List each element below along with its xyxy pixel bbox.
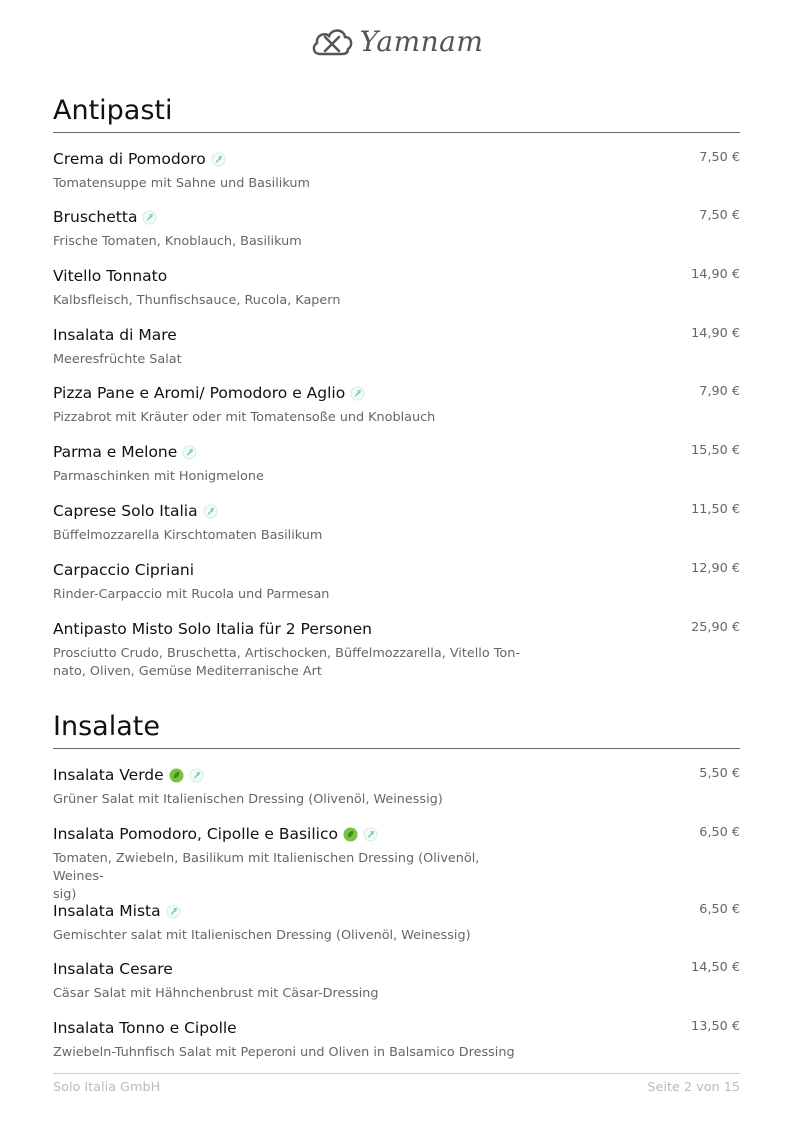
menu-item-name-row bbox=[53, 825, 740, 843]
menu-item-description: Meeresfrüchte Salat bbox=[53, 352, 182, 367]
menu-item-name-row bbox=[53, 384, 740, 402]
menu-item-name-row bbox=[53, 150, 740, 168]
menu-item bbox=[53, 960, 740, 1003]
cloud-fork-knife-icon bbox=[310, 24, 354, 58]
menu-item-price: 6,50 € bbox=[699, 902, 740, 917]
vegetarian-icon bbox=[142, 210, 157, 225]
section-title: Insalate bbox=[53, 711, 740, 749]
menu-item-description: Cäsar Salat mit Hähnchenbrust mit Cäsar-Dressing bbox=[53, 986, 379, 1001]
menu-item-price: 7,50 € bbox=[699, 208, 740, 223]
menu-item-price: 13,50 € bbox=[691, 1019, 740, 1034]
menu-item-name: Crema di Pomodoro bbox=[53, 150, 206, 168]
menu-item-description: Pizzabrot mit Kräuter oder mit Tomatensoße und Knoblauch bbox=[53, 410, 436, 425]
menu-item-name-row bbox=[53, 766, 740, 784]
menu-item bbox=[53, 150, 740, 193]
menu-item-name-row bbox=[53, 208, 740, 226]
menu-item-price: 6,50 € bbox=[699, 825, 740, 840]
menu-item bbox=[53, 326, 740, 369]
vegetarian-icon bbox=[363, 827, 378, 842]
menu-item bbox=[53, 502, 740, 545]
menu-item-name: Insalata Cesare bbox=[53, 960, 173, 978]
menu-item-price: 5,50 € bbox=[699, 766, 740, 781]
page-footer bbox=[53, 1073, 740, 1095]
menu-item-price: 12,90 € bbox=[691, 561, 740, 576]
vegetarian-icon bbox=[189, 768, 204, 783]
vegetarian-icon bbox=[182, 445, 197, 460]
menu-item-description: Tomaten, Zwiebeln, Basilikum mit Italienischen Dressing (Olivenöl, Weines- sig) bbox=[53, 851, 480, 902]
menu-item bbox=[53, 620, 740, 681]
menu-item-name-row bbox=[53, 561, 740, 579]
menu-item-price: 25,90 € bbox=[691, 620, 740, 635]
menu-item-description: Grüner Salat mit Italienischen Dressing (Olivenöl, Weinessig) bbox=[53, 792, 443, 807]
menu-item bbox=[53, 766, 740, 809]
menu-item bbox=[53, 902, 740, 945]
menu-item-name: Pizza Pane e Aromi/ Pomodoro e Aglio bbox=[53, 384, 346, 402]
menu-item-name-row bbox=[53, 443, 740, 461]
menu-item-price: 7,90 € bbox=[699, 384, 740, 399]
menu-item-name-row bbox=[53, 502, 740, 520]
menu-item bbox=[53, 443, 740, 486]
menu-item-name: Bruschetta bbox=[53, 208, 138, 226]
menu-item-name-row bbox=[53, 902, 740, 920]
footer-page-number: Seite 2 von 15 bbox=[647, 1080, 740, 1095]
menu-item-name: Antipasto Misto Solo Italia für 2 Personen bbox=[53, 620, 372, 638]
vegetarian-icon bbox=[203, 504, 218, 519]
menu-item-description: Parmaschinken mit Honigmelone bbox=[53, 469, 264, 484]
menu-item bbox=[53, 384, 740, 427]
menu-item-description: Rinder-Carpaccio mit Rucola und Parmesan bbox=[53, 587, 330, 602]
menu-item-name-row bbox=[53, 960, 740, 978]
vegetarian-icon bbox=[350, 386, 365, 401]
menu-item-price: 15,50 € bbox=[691, 443, 740, 458]
brand-logo-text: Yamnam bbox=[359, 24, 484, 58]
brand-logo bbox=[0, 24, 793, 58]
menu-item-description: Prosciutto Crudo, Bruschetta, Artischocken, Büffelmozzarella, Vitello Ton- nato, Oliven, Gemüse Mediterranische Art bbox=[53, 646, 520, 679]
menu-item bbox=[53, 208, 740, 251]
menu-item bbox=[53, 1019, 740, 1062]
menu-item-description: Tomatensuppe mit Sahne und Basilikum bbox=[53, 176, 310, 191]
vegan-icon bbox=[169, 768, 184, 783]
footer-company: Solo Italia GmbH bbox=[53, 1080, 161, 1095]
vegetarian-icon bbox=[211, 152, 226, 167]
menu-item-description: Frische Tomaten, Knoblauch, Basilikum bbox=[53, 234, 302, 249]
menu-item-description: Büffelmozzarella Kirschtomaten Basilikum bbox=[53, 528, 323, 543]
menu-item-name-row bbox=[53, 326, 740, 344]
vegetarian-icon bbox=[166, 904, 181, 919]
menu-item-name: Caprese Solo Italia bbox=[53, 502, 198, 520]
menu-item-name-row bbox=[53, 1019, 740, 1037]
menu-item-price: 14,90 € bbox=[691, 267, 740, 282]
menu-item bbox=[53, 561, 740, 604]
menu-item bbox=[53, 267, 740, 310]
menu-item bbox=[53, 825, 740, 904]
menu-item-name-row bbox=[53, 267, 740, 285]
menu-item-description: Zwiebeln-Tuhnfisch Salat mit Peperoni und Oliven in Balsamico Dressing bbox=[53, 1045, 515, 1060]
menu-item-name: Vitello Tonnato bbox=[53, 267, 168, 285]
section-title: Antipasti bbox=[53, 95, 740, 133]
menu-item-price: 11,50 € bbox=[691, 502, 740, 517]
menu-item-name: Insalata Mista bbox=[53, 902, 161, 920]
menu-item-name: Insalata Verde bbox=[53, 766, 164, 784]
menu-item-name-row bbox=[53, 620, 740, 638]
menu-item-description: Kalbsfleisch, Thunfischsauce, Rucola, Kapern bbox=[53, 293, 341, 308]
menu-item-name: Insalata di Mare bbox=[53, 326, 177, 344]
menu-item-name: Insalata Tonno e Cipolle bbox=[53, 1019, 237, 1037]
menu-item-description: Gemischter salat mit Italienischen Dressing (Olivenöl, Weinessig) bbox=[53, 928, 471, 943]
menu-item-name: Parma e Melone bbox=[53, 443, 178, 461]
menu-item-name: Carpaccio Cipriani bbox=[53, 561, 195, 579]
menu-item-price: 14,90 € bbox=[691, 326, 740, 341]
menu-item-name: Insalata Pomodoro, Cipolle e Basilico bbox=[53, 825, 338, 843]
menu-item-price: 7,50 € bbox=[699, 150, 740, 165]
vegan-icon bbox=[343, 827, 358, 842]
menu-item-price: 14,50 € bbox=[691, 960, 740, 975]
